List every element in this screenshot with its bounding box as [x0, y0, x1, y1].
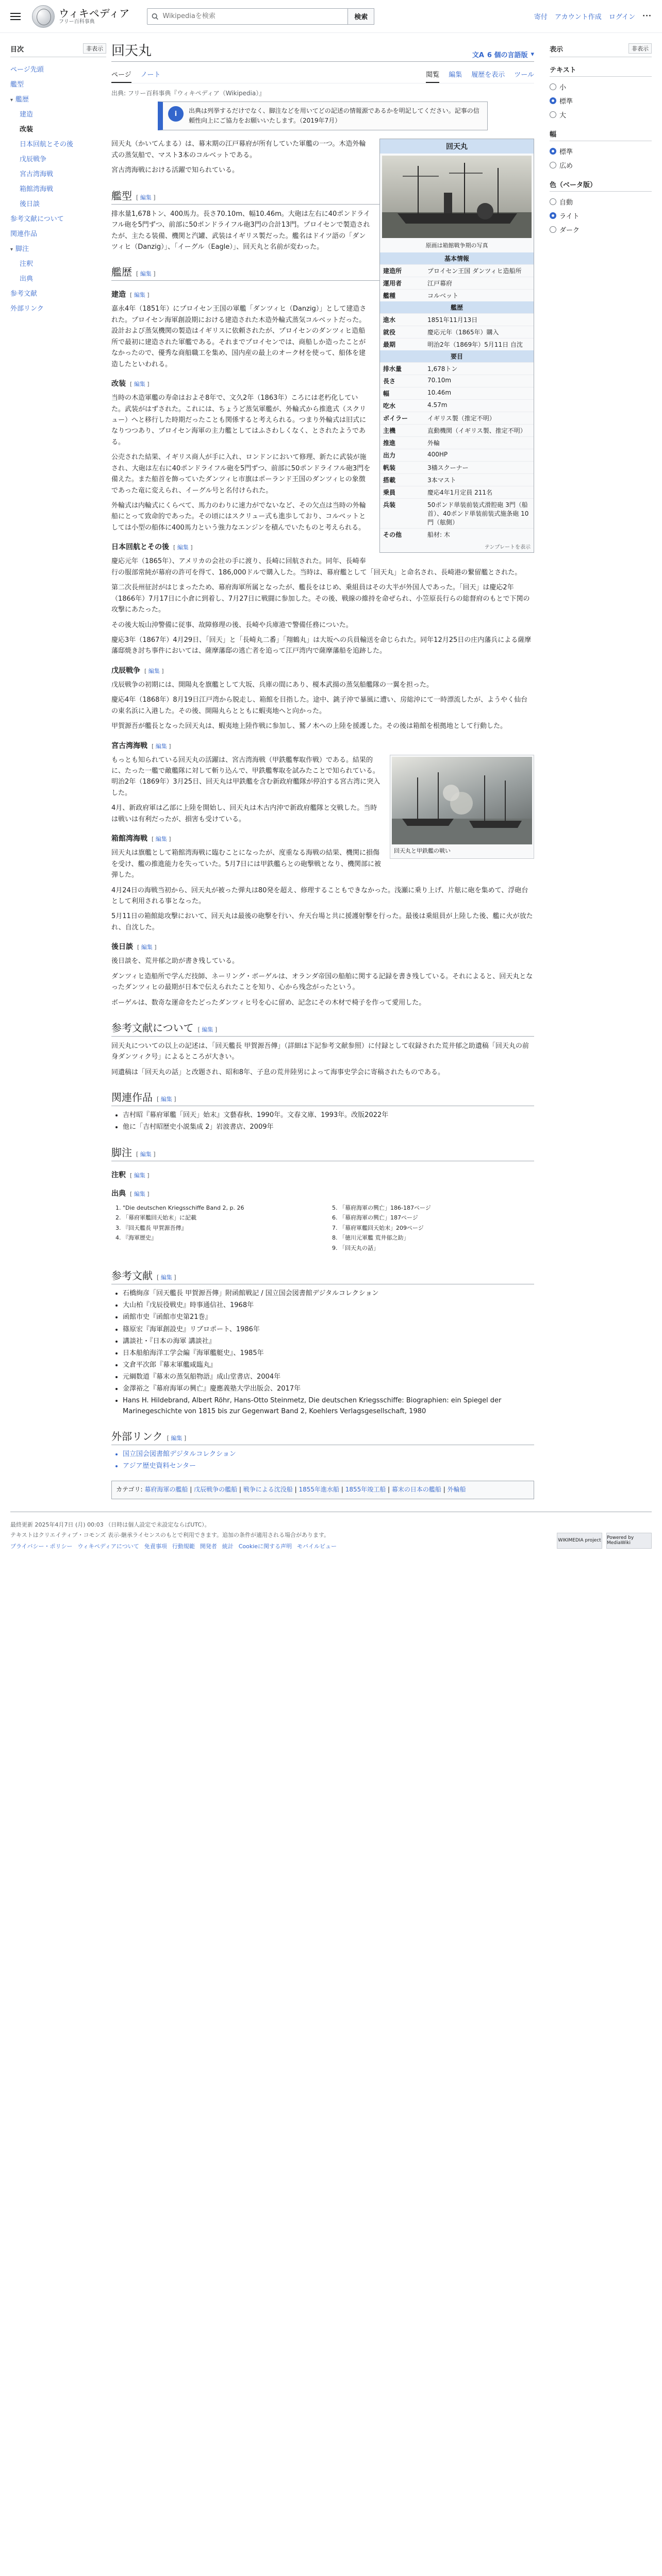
list-item: 2. 「幕府軍艦回天始末」に記載 — [123, 1214, 318, 1223]
infobox-key: 運用者 — [383, 280, 402, 287]
infobox-caption: 原画は箱館戦争期の写真 — [425, 242, 488, 249]
edit-link[interactable]: [ 編集 ] — [167, 1434, 187, 1442]
footer-link[interactable]: 統計 — [222, 1543, 234, 1550]
infobox-row — [380, 473, 534, 486]
from-line: 出典: フリー百科事典『ウィキペディア（Wikipedia）』 — [111, 90, 266, 97]
tab-read[interactable]: 閲覧 — [426, 67, 439, 83]
toc-title: 目次 — [10, 45, 24, 54]
info-icon: i — [168, 106, 184, 122]
radio-option[interactable] — [550, 209, 652, 223]
radio-option[interactable] — [550, 223, 652, 236]
kaiso-text: 当時の木造軍艦の寿命はおよそ8年で、文久2年（1863年）ころには老朽化していた。武装がはずされた。これには、ちょうど蒸気軍艦が、外輪式から推進式（スクリュー）へと移行した時期だったことも関係すると考えられる。つまり外輪式は旧式になりつつあり、プロイセン海軍の主力艦としてはふさわしくなく、とされたようである。 — [111, 394, 367, 446]
toc-item[interactable] — [10, 285, 106, 300]
list-item: • 講談社・『日本の海軍 講談社』 — [123, 1336, 534, 1347]
section-heading-sanko-note: 参考文献について [ 編集 ] — [111, 1020, 534, 1037]
nihon-text: 慶応3年（1867年）4月29日、「回天」と「長崎丸二番」「翔鶴丸」は大坂への兵員輸送を命じられた。同年12月25日の庄内藩兵による薩摩藩邸焼き討ち事件においては、薩摩藩邸の逃亡者を追って江戸湾内で薩摩藩船を追跡した。 — [111, 636, 532, 655]
list-item: • 大山柏『戊辰役戦史』時事通信社、1968年 — [123, 1300, 534, 1311]
external-links-list — [111, 1449, 534, 1471]
list-item: 1. "Die deutschen Kriegsschiffe Band 2, p. 26 — [123, 1204, 318, 1213]
toc-link[interactable]: 後日談 — [20, 200, 40, 208]
toc-link[interactable]: 注釈 — [20, 260, 34, 268]
main-menu-button[interactable] — [10, 9, 25, 24]
section-heading-miyako: 宮古湾海戦 [ 編集 ] — [111, 741, 171, 750]
toc-item[interactable] — [10, 300, 106, 315]
infobox-value: 慶応元年（1865年）購入 — [427, 329, 499, 336]
category-separator: | — [188, 1485, 194, 1493]
infobox-value: イギリス製（推定不明） — [427, 415, 495, 422]
infobox-row — [380, 264, 534, 277]
toc-panel — [10, 33, 106, 1499]
site-subtitle: フリー百科事典 — [59, 19, 95, 25]
category-links — [111, 1481, 534, 1499]
infobox-value: 10.46m — [427, 389, 452, 397]
appearance-panel — [550, 33, 652, 1499]
category-link[interactable]: 1855年竣工船 — [345, 1485, 386, 1493]
toc-link[interactable]: 宮古湾海戦 — [20, 171, 54, 178]
toc-item[interactable] — [10, 76, 106, 91]
list-item: 7. 「幕府軍艦回天始末」209ページ — [339, 1224, 534, 1233]
infobox-value: 3檣スクーナー — [427, 464, 469, 472]
list-item: 6. 「幕府海軍の興亡」187ページ — [339, 1214, 534, 1223]
footer-link[interactable]: 開発者 — [200, 1543, 217, 1550]
list-item: • 函館市史『函館市史第21巻』 — [123, 1312, 534, 1323]
miyako-text: 4月、新政府軍は乙部に上陸を開始し、回天丸は木古内沖で新政府艦隊と交戦した。当時は戦いは有利だったが、損害も受けている。 — [111, 804, 377, 823]
toc-link[interactable]: ページ先頭 — [10, 66, 44, 74]
infobox-basic-heading: 基本情報 — [380, 252, 534, 264]
edit-link[interactable]: [ 編集 ] — [157, 1096, 176, 1103]
infobox-row — [380, 461, 534, 473]
list-item: • 他に「吉村昭歴史小説集成 2」岩波書店、2009年 — [123, 1122, 534, 1132]
radio-option[interactable] — [550, 94, 652, 108]
kanren-list — [111, 1110, 534, 1132]
radio-option[interactable] — [550, 144, 652, 158]
infobox-key: 搭載 — [383, 477, 396, 484]
list-item: 5. 「幕府海軍の興亡」186-187ページ — [339, 1204, 534, 1213]
edit-link[interactable]: [ 編集 ] — [173, 544, 193, 551]
infobox-key: 艦種 — [383, 292, 396, 300]
mediawiki-badge[interactable]: Powered by MediaWiki — [606, 1533, 652, 1549]
radio-option[interactable] — [550, 158, 652, 172]
radio-option[interactable] — [550, 80, 652, 94]
edit-link[interactable]: [ 編集 ] — [130, 381, 150, 388]
category-separator: | — [292, 1485, 299, 1493]
infobox-title: 回天丸 — [380, 139, 534, 154]
hakodate-text: 回天丸は旗艦として箱館湾海戦に臨むことになったが、度重なる海戦の結果、機関に損傷を受け、艦の推進能力を失っていた。5月7日には甲鉄艦らとの砲撃戦となり、機関部に被弾した。 — [111, 849, 382, 879]
radio-icon — [550, 212, 556, 219]
toc-item[interactable] — [10, 106, 106, 121]
toc-link[interactable]: 改装 — [20, 126, 34, 133]
list-item: • 文倉平次郎『幕末軍艦咸臨丸』 — [123, 1360, 534, 1370]
chevron-down-icon: ▾ — [531, 50, 534, 58]
wikimedia-badge[interactable]: WIKIMEDIA project — [557, 1533, 602, 1549]
list-item: 8. 「徳川元軍艦 荒井郁之助」 — [339, 1234, 534, 1243]
category-separator: | — [237, 1485, 243, 1493]
toc-item[interactable] — [10, 211, 106, 226]
list-item: • 日本船舶海洋工学会編『海軍艦艇史』、1985年 — [123, 1348, 534, 1359]
infobox-key: 帆装 — [383, 464, 396, 472]
tab-edit[interactable]: 編集 — [449, 71, 462, 79]
infobox-row — [380, 399, 534, 412]
radio-option[interactable] — [550, 195, 652, 209]
last-updated: 最終更新 2025年4月7日 (月) 00:03 （日時は個人設定で未設定ならばUTC）。 — [10, 1521, 210, 1528]
infobox-key: 主機 — [383, 427, 396, 435]
battle-caption: 回天丸と甲鉄艦の戦い — [394, 847, 451, 854]
battle-image — [392, 757, 532, 844]
radio-label: 標準 — [559, 98, 573, 106]
edit-link[interactable]: [ 編集 ] — [157, 1274, 176, 1281]
category-separator: | — [339, 1485, 345, 1493]
citation-notice-text: 出典は列挙するだけでなく、脚注などを用いてどの記述の情報源であるかを明記してください。記事の信頼性向上にご協力をお願いいたします。（2019年7月） — [189, 107, 479, 125]
infobox-value: プロイセン王国 ダンツィヒ造船所 — [427, 267, 522, 275]
infobox-row — [380, 498, 534, 528]
infobox-key: 推進 — [383, 439, 396, 447]
radio-icon — [550, 198, 556, 205]
site-header — [0, 0, 662, 33]
radio-label: ダーク — [559, 227, 580, 234]
category-link[interactable]: 幕府海軍の艦船 — [144, 1485, 188, 1493]
site-title: ウィキペディア — [59, 7, 130, 20]
radio-icon — [550, 148, 556, 155]
radio-icon — [550, 83, 556, 90]
list-item: • 篠原宏『海軍創設史』リブロポート、1986年 — [123, 1325, 534, 1335]
section-heading-hakodate: 箱館湾海戦 [ 編集 ] — [111, 835, 171, 843]
infobox-row — [380, 277, 534, 289]
edit-link[interactable]: [ 編集 ] — [130, 1172, 150, 1179]
radio-label: 自動 — [559, 199, 573, 207]
page-tabs — [111, 67, 534, 83]
nihon-text: 第二次長州征討がはじまったため、幕府海軍所属となったが、艦長をはじめ、乗組員はその大半が外国人であった。「回天」は慶応2年（1866年）7月17日に小倉に到着し、7月27日に戦闘に参加した。その後、戦線の維持を命ぜられ、小笠原長行らの総督府のもとで下関の攻撃にあたった。 — [111, 584, 530, 614]
infobox-key: 排水量 — [383, 365, 402, 373]
gojitsu-text: ダンツィヒ造船所で学んだ技師、ネーリング・ボーゲルは、オランダ帝国の船舶に関する記録を書き残している。それによると、回天丸となったダンツィヒの最期が日本で伝えられたことを知り、心から残念がったという。 — [111, 972, 533, 992]
kaiso-text: 外輪式は内輪式にくらべて、馬力のわりに速力がでないなど、その欠点は当時の外輪船にとって致命的であった。その頃にはスクリュー式も進歩しており、コルベットとしては小型の船体に400馬力という強力なエンジンを積んでいたものと考えられる。 — [111, 502, 366, 532]
section-heading-gojitsu: 後日談 [ 編集 ] — [111, 943, 157, 952]
infobox-key: 吃水 — [383, 402, 396, 410]
infobox-row — [380, 313, 534, 326]
toc-hide-button[interactable]: 非表示 — [83, 43, 106, 54]
infobox-row — [380, 289, 534, 301]
kenzo-text: 嘉永4年（1851年）にプロイセン王国の軍艦「ダンツィヒ（Danzig）」として建造された。プロイセン海軍創設期における建造された木造外輪式蒸気コルベットだった。設計および蒸気機関の製造はイギリスに依頼されたが、プロイセンのダンツィヒ造船所で最初に建造された軍艦である。それまでプロイセンでは、商船しか造ったことがなかったので、優秀な商船職工を集め、国内産の最上のオーク材を使って、船体を建造したといわれる。 — [111, 305, 367, 368]
infobox-row — [380, 449, 534, 461]
category-link[interactable]: 幕末の日本の艦船 — [391, 1485, 441, 1493]
section-heading-kanren: 関連作品 [ 編集 ] — [111, 1089, 534, 1106]
appearance-hide-button[interactable]: 非表示 — [628, 43, 652, 54]
list-item: • 金澤裕之『幕府海軍の興亡』慶應義塾大学出版会、2017年 — [123, 1384, 534, 1394]
infobox-value: 50ポンド単装前装式滑腔砲 3門（船首）、40ポンド単装前装式施条砲 10門（舷側） — [427, 501, 529, 527]
radio-label: 小 — [559, 84, 567, 92]
tab-history[interactable]: 履歴を表示 — [471, 71, 505, 79]
infobox-key: 進水 — [383, 316, 396, 324]
ship-photo-image — [382, 156, 532, 238]
site-logo[interactable] — [32, 5, 129, 28]
infobox-key: 最期 — [383, 341, 396, 349]
toc-item[interactable] — [10, 226, 106, 241]
gojitsu-text: 後日談を、荒井郁之助が書き残している。 — [111, 957, 239, 965]
infobox-row — [380, 424, 534, 436]
sanko-note-text: 回天丸についての以上の記述は、「回天艦長 甲賀源吾傳」（詳細は下記参考文献参照）に付録として収録された荒井郁之助遺稿「回天丸の前身ダンツィク号」によるところが大きい。 — [111, 1042, 529, 1061]
gojitsu-text: ボーゲルは、数奇な運命をたどったダンツィヒ号を心に留め、記念にその木材で椅子を作って愛用した。 — [111, 998, 426, 1007]
toc-item[interactable] — [10, 256, 106, 270]
footer-link[interactable]: Cookieに関する声明 — [238, 1543, 292, 1550]
hakodate-text: 4月24日の海戦当初から、回天丸が被った弾丸は80発を超え、修理することもできなかった。浅瀬に乗り上げ、片舷に砲を集めて、浮砲台として利用される事となった。 — [111, 886, 528, 905]
infobox — [379, 139, 534, 553]
category-separator: | — [441, 1485, 448, 1493]
toc-item[interactable] — [10, 121, 106, 136]
infobox-value: 400HP — [427, 451, 448, 459]
edit-link[interactable]: [ 編集 ] — [144, 667, 164, 674]
toc-link[interactable]: 外部リンク — [10, 305, 44, 313]
toc-link[interactable]: 戊辰戦争 — [20, 156, 47, 163]
infobox-row — [380, 375, 534, 387]
infobox-value: 明治2年（1869年）5月11日 自沈 — [427, 341, 523, 349]
tab-tools[interactable]: ツール — [514, 71, 534, 79]
toc-link[interactable]: 箱館湾海戦 — [20, 185, 54, 193]
infobox-value: 4.57m — [427, 401, 448, 409]
infobox-key: 乗員 — [383, 489, 396, 497]
tab-page[interactable]: ページ — [111, 67, 131, 83]
footer-link[interactable]: 行動規範 — [172, 1543, 195, 1550]
footer-link[interactable]: 免責事項 — [144, 1543, 167, 1550]
toc-link[interactable]: 建造 — [20, 111, 34, 118]
infobox-row — [380, 362, 534, 375]
infobox-row — [380, 412, 534, 424]
list-item[interactable]: • 国立国会図書館デジタルコレクション — [123, 1449, 534, 1460]
language-label: 6 個の言語版 — [487, 52, 528, 59]
infobox-key: 長さ — [383, 378, 396, 385]
infobox-spec-heading: 要目 — [380, 350, 534, 362]
intro-paragraph: 宮古湾海戦における活躍で知られている。 — [111, 166, 239, 175]
category-label[interactable]: カテゴリ: — [116, 1485, 143, 1493]
chevron-down-icon: ▾ — [10, 247, 13, 252]
donate-link[interactable]: 寄付 — [534, 13, 548, 21]
toc-item[interactable] — [10, 136, 106, 151]
section-heading-sanko: 参考文献 [ 編集 ] — [111, 1267, 534, 1284]
intro-paragraph: 回天丸（かいてんまる）は、幕末期の江戸幕府が所有していた軍艦の一つ。木造外輪式の蒸気船で、マスト3本のコルベットである。 — [111, 140, 366, 159]
infobox-row — [380, 338, 534, 350]
infobox-key: その他 — [383, 531, 402, 539]
infobox-value: 慶応4年1月定員 211名 — [427, 489, 492, 497]
section-heading-kaiso: 改装 [ 編集 ] — [111, 380, 150, 388]
radio-label: 大 — [559, 112, 567, 120]
citation-notice — [158, 101, 488, 130]
toc-link[interactable]: 艦歴 — [15, 96, 29, 104]
toc-link[interactable]: 関連作品 — [10, 230, 38, 238]
bibliography-list — [111, 1289, 534, 1417]
category-link[interactable]: 戦争による沈没船 — [243, 1485, 293, 1493]
toc-item[interactable] — [10, 196, 106, 211]
edit-link[interactable]: [ 編集 ] — [137, 944, 157, 951]
radio-label: 標準 — [559, 148, 573, 156]
toc-item[interactable] — [10, 151, 106, 166]
footer-link[interactable]: モバイルビュー — [297, 1543, 337, 1550]
toc-item[interactable] — [10, 181, 106, 196]
references — [111, 1200, 534, 1257]
edit-link[interactable]: [ 編集 ] — [130, 292, 150, 299]
infobox-value: 江戸幕府 — [427, 280, 453, 287]
infobox-key: 出力 — [383, 452, 396, 460]
appearance-title: 表示 — [550, 45, 564, 54]
edit-link[interactable]: [ 編集 ] — [130, 1190, 150, 1197]
list-item[interactable]: • アジア歴史資料センター — [123, 1461, 534, 1471]
infobox-value: 1851年11月13日 — [427, 316, 478, 324]
list-item: • 元綱数道『幕末の蒸気船物語』成山堂書店、2004年 — [123, 1372, 534, 1382]
infobox-row — [380, 387, 534, 399]
battle-thumbnail[interactable] — [390, 755, 534, 859]
infobox-history-heading: 艦歴 — [380, 301, 534, 313]
toc-item[interactable] — [10, 166, 106, 181]
create-account-link[interactable]: アカウント作成 — [554, 13, 602, 21]
category-link[interactable]: 1855年進水船 — [299, 1485, 340, 1493]
list-item: 9. 「回天丸の話」 — [339, 1244, 534, 1253]
ship-photo[interactable] — [382, 156, 532, 238]
boshin-text: 戊辰戦争の初期には、開陽丸を旗艦として大坂、兵庫の間にあり、榎本武揚の蒸気船艦隊の一翼を担った。 — [111, 681, 434, 689]
infobox-key: 幅 — [383, 390, 390, 398]
color-heading: 色（ベータ版） — [550, 179, 652, 192]
section-heading-kyakuchu: 脚注 [ 編集 ] — [111, 1144, 534, 1161]
boshin-text: 慶応4年（1868年）8月19日江戸湾から脱走し、箱館を目指した。途中、銚子沖で暴風に遭い、房総沖にて一時漂流したが、ようやく仙台の東名浜に入港した。その後、開陽丸らとともに蝦夷地へと向かった。 — [111, 696, 528, 715]
radio-icon — [550, 226, 556, 233]
section-heading-gaibu: 外部リンク [ 編集 ] — [111, 1428, 534, 1445]
toc-item[interactable] — [10, 270, 106, 285]
radio-icon — [550, 162, 556, 168]
footer-link[interactable]: ウィキペディアについて — [77, 1543, 139, 1550]
login-link[interactable]: ログイン — [608, 13, 636, 21]
radio-icon — [550, 97, 556, 104]
footer-link[interactable]: プライバシー・ポリシー — [10, 1543, 73, 1550]
infobox-key: 兵装 — [383, 501, 396, 509]
section-heading-kangata: 艦型 [ 編集 ] — [111, 188, 534, 205]
text-size-heading: テキスト — [550, 64, 652, 77]
section-heading-kanreki: 艦歴 [ 編集 ] — [111, 264, 534, 281]
edit-link[interactable]: [ 編集 ] — [136, 194, 156, 201]
toc-item[interactable] — [10, 61, 106, 76]
infobox-row — [380, 528, 534, 540]
edit-link[interactable]: [ 編集 ] — [152, 836, 171, 843]
infobox-value: 船材: 木 — [427, 531, 450, 539]
infobox-value: 3本マスト — [427, 477, 456, 484]
search-box — [147, 8, 348, 25]
edit-link[interactable]: [ 編集 ] — [197, 1026, 218, 1033]
category-separator: | — [386, 1485, 392, 1493]
nihon-text: その後大坂山沖警備に従事、故障修理の後、長崎や兵庫港で警備任務についた。 — [111, 621, 353, 629]
kangata-text: 排水量1,678トン、400馬力。長さ70.10m、幅10.46m。大砲は左右に40ポンドライフル砲を5門ずつ、前部に50ポンドライフル砲3門の合計13門。プロイセンで製造されたが、主たる装備、機関と汽罐、武装はイギリス製だった。艦名はドイツ語の「ダンツィヒ（Danzig）」、「イーグル（Eagle）」、回天丸と名前が変わった。 — [111, 210, 370, 251]
search-input[interactable] — [161, 12, 343, 21]
radio-option[interactable] — [550, 108, 652, 122]
toc-item[interactable] — [10, 241, 106, 256]
radio-label: ライト — [559, 213, 580, 221]
boshin-text: 甲賀源吾が艦長となった回天丸は、蝦夷地上陸作戦に参加し、鷲ノ木への上陸を援護した。その後は箱館を根拠地として行動した。 — [111, 722, 507, 731]
toc-link[interactable]: 参考文献について — [10, 215, 64, 223]
width-heading: 幅 — [550, 129, 652, 141]
kaiso-text: 公売された結果、イギリス商人が手に入れ、ロンドンにおいて修理、新たに武装が施され、大砲は左右に40ポンドライフル砲を5門ずつ、前部に50ポンドライフル砲3門を備えた。また船首を飾っていたダンツィヒ市旗はポーランド王国のダンツィヒの象徴であった竜に変えられ、イーグル号と名付けられた。 — [111, 453, 371, 495]
miyako-text: もっとも知られている回天丸の活躍は、宮古湾海戦（甲鉄艦奪取作戦）である。結果的に、たった一艦で敵艦隊に対して斬り込んで、甲鉄艦奪取を試みたことで知られている。明治2年（1869年）3月25日、回天丸は甲鉄艦を含む新政府艦隊が停泊する宮古湾に突入した。 — [111, 756, 380, 797]
infobox-value: 1,678トン — [427, 365, 458, 373]
infobox-key: 就役 — [383, 329, 396, 336]
toc-link[interactable]: 日本回航とその後 — [20, 141, 74, 148]
chevron-down-icon: ▾ — [10, 97, 13, 103]
radio-label: 広め — [559, 162, 573, 170]
search-form — [147, 8, 374, 25]
wikipedia-globe-icon — [32, 5, 55, 28]
infobox-value: コルベット — [427, 292, 459, 300]
search-button[interactable]: 検索 — [348, 8, 374, 25]
list-item: • 吉村昭『幕府軍艦「回天」始末』文藝春秋、1990年。文春文庫、1993年。改版2022年 — [123, 1110, 534, 1121]
infobox-value: 直動機関（イギリス製、推定不明） — [427, 427, 526, 435]
toc-link[interactable]: 参考文献 — [10, 290, 38, 298]
page-title: 回天丸 — [111, 43, 152, 59]
edit-link[interactable]: [ 編集 ] — [136, 1150, 156, 1158]
infobox-key: ボイラー — [383, 415, 408, 422]
license-text: テキストはクリエイティブ・コモンズ 表示-継承ライセンスのもとで利用できます。追加の条件が適用される場合があります。 — [10, 1531, 330, 1538]
list-item: 4. 『海軍歴史』 — [123, 1234, 318, 1243]
section-heading-nihon: 日本回航とその後 [ 編集 ] — [111, 543, 193, 552]
more-options-icon[interactable]: ··· — [642, 12, 652, 20]
infobox-row — [380, 486, 534, 498]
template-link[interactable]: テンプレートを表示 — [484, 545, 531, 551]
radio-icon — [550, 111, 556, 118]
user-links — [534, 11, 652, 21]
toc-link[interactable]: 艦型 — [10, 81, 24, 89]
infobox-row — [380, 326, 534, 338]
main-content — [111, 33, 534, 1499]
list-item: 3. 『回天艦長 甲賀源吾傳』 — [123, 1224, 318, 1233]
section-heading-boshin: 戊辰戦争 [ 編集 ] — [111, 666, 164, 675]
sanko-note-text: 同遺稿は「回天丸の話」と改題され、昭和8年、子息の荒井陸男によって海事史学会に寄稿されたものである。 — [111, 1068, 445, 1076]
section-heading-kenzo: 建造 [ 編集 ] — [111, 291, 150, 299]
tab-talk[interactable]: ノート — [140, 71, 161, 79]
infobox-value: 外輪 — [427, 439, 440, 447]
nihon-text: 慶応元年（1865年）、アメリカの会社の手に渡り、長崎に回航された。同年、長崎奉行の服部常純が幕府の許可を得て、186,000ドルで購入した。当時は、幕府艦として「回天丸」と命名され、長崎港の繋留艦とされた。 — [111, 557, 522, 577]
list-item: • 石橋絢彦「回天艦長 甲賀源吾傳」附函館戦記 / 国立国会図書館デジタルコレクション — [123, 1289, 534, 1299]
category-link[interactable]: 戊辰戦争の艦船 — [194, 1485, 238, 1493]
section-heading-shutten: 出典 [ 編集 ] — [111, 1189, 150, 1198]
edit-link[interactable]: [ 編集 ] — [136, 270, 156, 278]
language-icon: 文A — [472, 52, 484, 59]
infobox-value: 70.10m — [427, 377, 452, 384]
infobox-key: 建造所 — [383, 267, 402, 275]
toc-link[interactable]: 出典 — [20, 275, 34, 283]
edit-link[interactable]: [ 編集 ] — [152, 742, 171, 750]
section-heading-chushaku: 注釈 [ 編集 ] — [111, 1171, 150, 1179]
language-button[interactable] — [472, 49, 534, 59]
infobox-row — [380, 436, 534, 449]
list-item: • Hans H. Hildebrand, Albert Röhr, Hans-Otto Steinmetz, Die deutschen Kriegsschiffe: Biographien: ein Spiegel der Marinegeschichte von 1815 bis zur Gegenwart Band 2, Koehlers Verlagsgesellschaft, 1980 — [123, 1396, 534, 1416]
toc-link[interactable]: 脚注 — [15, 245, 29, 253]
page-footer — [10, 1512, 652, 1556]
category-link[interactable]: 外輪船 — [447, 1485, 466, 1493]
toc-item[interactable] — [10, 91, 106, 106]
hakodate-text: 5月11日の箱館総攻撃において、回天丸は最後の砲撃を行い、弁天台場と共に援護射撃を行った。最後は乗組員が上陸した後、艦に火が放たれ、自沈した。 — [111, 912, 533, 931]
search-icon — [152, 13, 158, 20]
